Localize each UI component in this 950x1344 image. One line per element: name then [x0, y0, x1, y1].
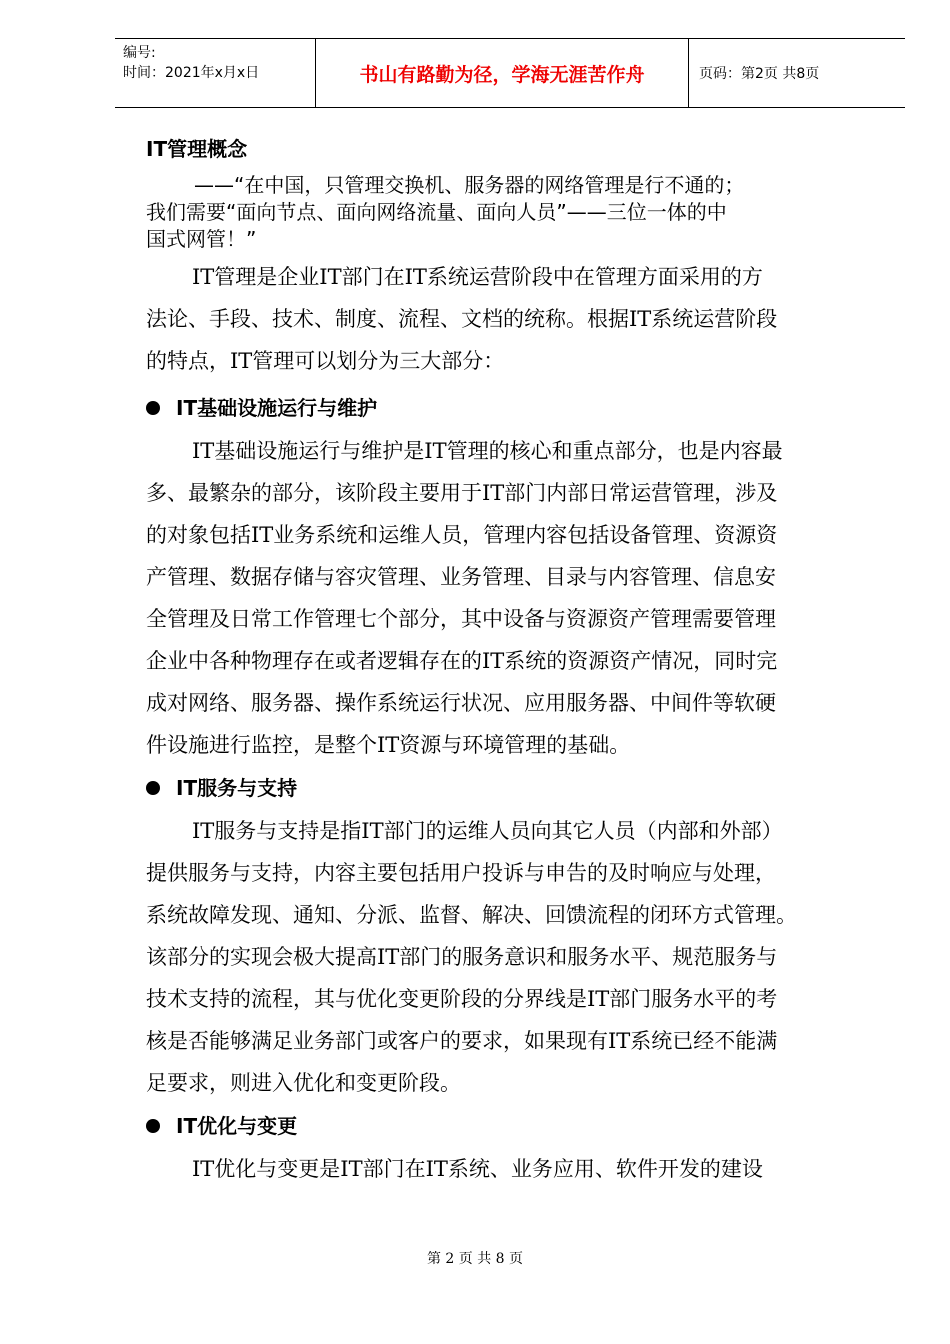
document-title: IT管理概念: [146, 137, 248, 161]
paragraph-line: IT管理是企业IT部门在IT系统运营阶段中在管理方面采用的方: [192, 265, 763, 289]
section-paragraph: [146, 810, 872, 1104]
quote-line: 国式网管！”: [146, 227, 257, 251]
section-paragraph: [146, 1148, 872, 1190]
header-page-cell: [689, 39, 905, 107]
document-number-label: 编号:: [123, 45, 156, 61]
bullet-dot-icon: [146, 781, 160, 795]
header-table: [115, 38, 905, 108]
paragraph-line: IT优化与变更是IT部门在IT系统、业务应用、软件开发的建设: [192, 1157, 763, 1181]
paragraph-line: 件设施进行监控，是整个IT资源与环境管理的基础。: [146, 733, 631, 757]
bullet-dot-icon: [146, 401, 160, 415]
bullet-dot-icon: [146, 1119, 160, 1133]
paragraph-line: 企业中各种物理存在或者逻辑存在的IT系统的资源资产情况，同时完: [146, 649, 778, 673]
header-motto: 书山有路勤为径，学海无涯苦作舟: [359, 64, 645, 86]
paragraph-line: IT服务与支持是指IT部门的运维人员向其它人员（内部和外部）: [192, 819, 783, 843]
paragraph-line: 全管理及日常工作管理七个部分，其中设备与资源资产管理需要管理: [146, 607, 776, 631]
quote-line: 我们需要“面向节点、面向网络流量、面向人员”——三位一体的中: [146, 200, 727, 224]
section-heading-text: IT优化与变更: [176, 1114, 298, 1138]
paragraph-line: 产管理、数据存储与容灾管理、业务管理、目录与内容管理、信息安: [146, 565, 776, 589]
section-heading: [146, 394, 377, 422]
section-heading: [146, 1112, 297, 1140]
paragraph-line: 该部分的实现会极大提高IT部门的服务意识和服务水平、规范服务与: [146, 945, 778, 969]
paragraph-line: 的对象包括IT业务系统和运维人员，管理内容包括设备管理、资源资: [146, 523, 778, 547]
page-footer: 第 2 页 共 8 页: [426, 1251, 524, 1267]
paragraph-line: 成对网络、服务器、操作系统运行状况、应用服务器、中间件等软硬: [146, 691, 776, 715]
header-page-number: 页码：第2页 共8页: [699, 66, 820, 82]
section-heading-text: IT基础设施运行与维护: [176, 396, 378, 420]
paragraph-line: 技术支持的流程，其与优化变更阶段的分界线是IT部门服务水平的考: [146, 987, 778, 1011]
section-heading: [146, 774, 297, 802]
paragraph-line: 法论、手段、技术、制度、流程、文档的统称。根据IT系统运营阶段: [146, 307, 778, 331]
paragraph-line: 核是否能够满足业务部门或客户的要求，如果现有IT系统已经不能满: [146, 1029, 778, 1053]
intro-paragraph: [146, 256, 872, 382]
paragraph-line: 的特点，IT管理可以划分为三大部分：: [146, 349, 505, 373]
quote-block: [146, 172, 870, 253]
document-time-label: 时间：2021年x月x日: [123, 65, 260, 81]
header-motto-cell: [316, 39, 689, 107]
section-paragraph: [146, 430, 872, 766]
paragraph-line: 提供服务与支持，内容主要包括用户投诉与申告的及时响应与处理，: [146, 861, 776, 885]
paragraph-line: 足要求，则进入优化和变更阶段。: [146, 1071, 461, 1095]
paragraph-line: IT基础设施运行与维护是IT管理的核心和重点部分，也是内容最: [192, 439, 783, 463]
quote-line: ——“在中国，只管理交换机、服务器的网络管理是行不通的；: [194, 173, 745, 197]
section-heading-text: IT服务与支持: [176, 776, 298, 800]
paragraph-line: 系统故障发现、通知、分派、监督、解决、回馈流程的闭环方式管理。: [146, 903, 797, 927]
header-meta-cell: [115, 39, 316, 107]
paragraph-line: 多、最繁杂的部分，该阶段主要用于IT部门内部日常运营管理，涉及: [146, 481, 778, 505]
